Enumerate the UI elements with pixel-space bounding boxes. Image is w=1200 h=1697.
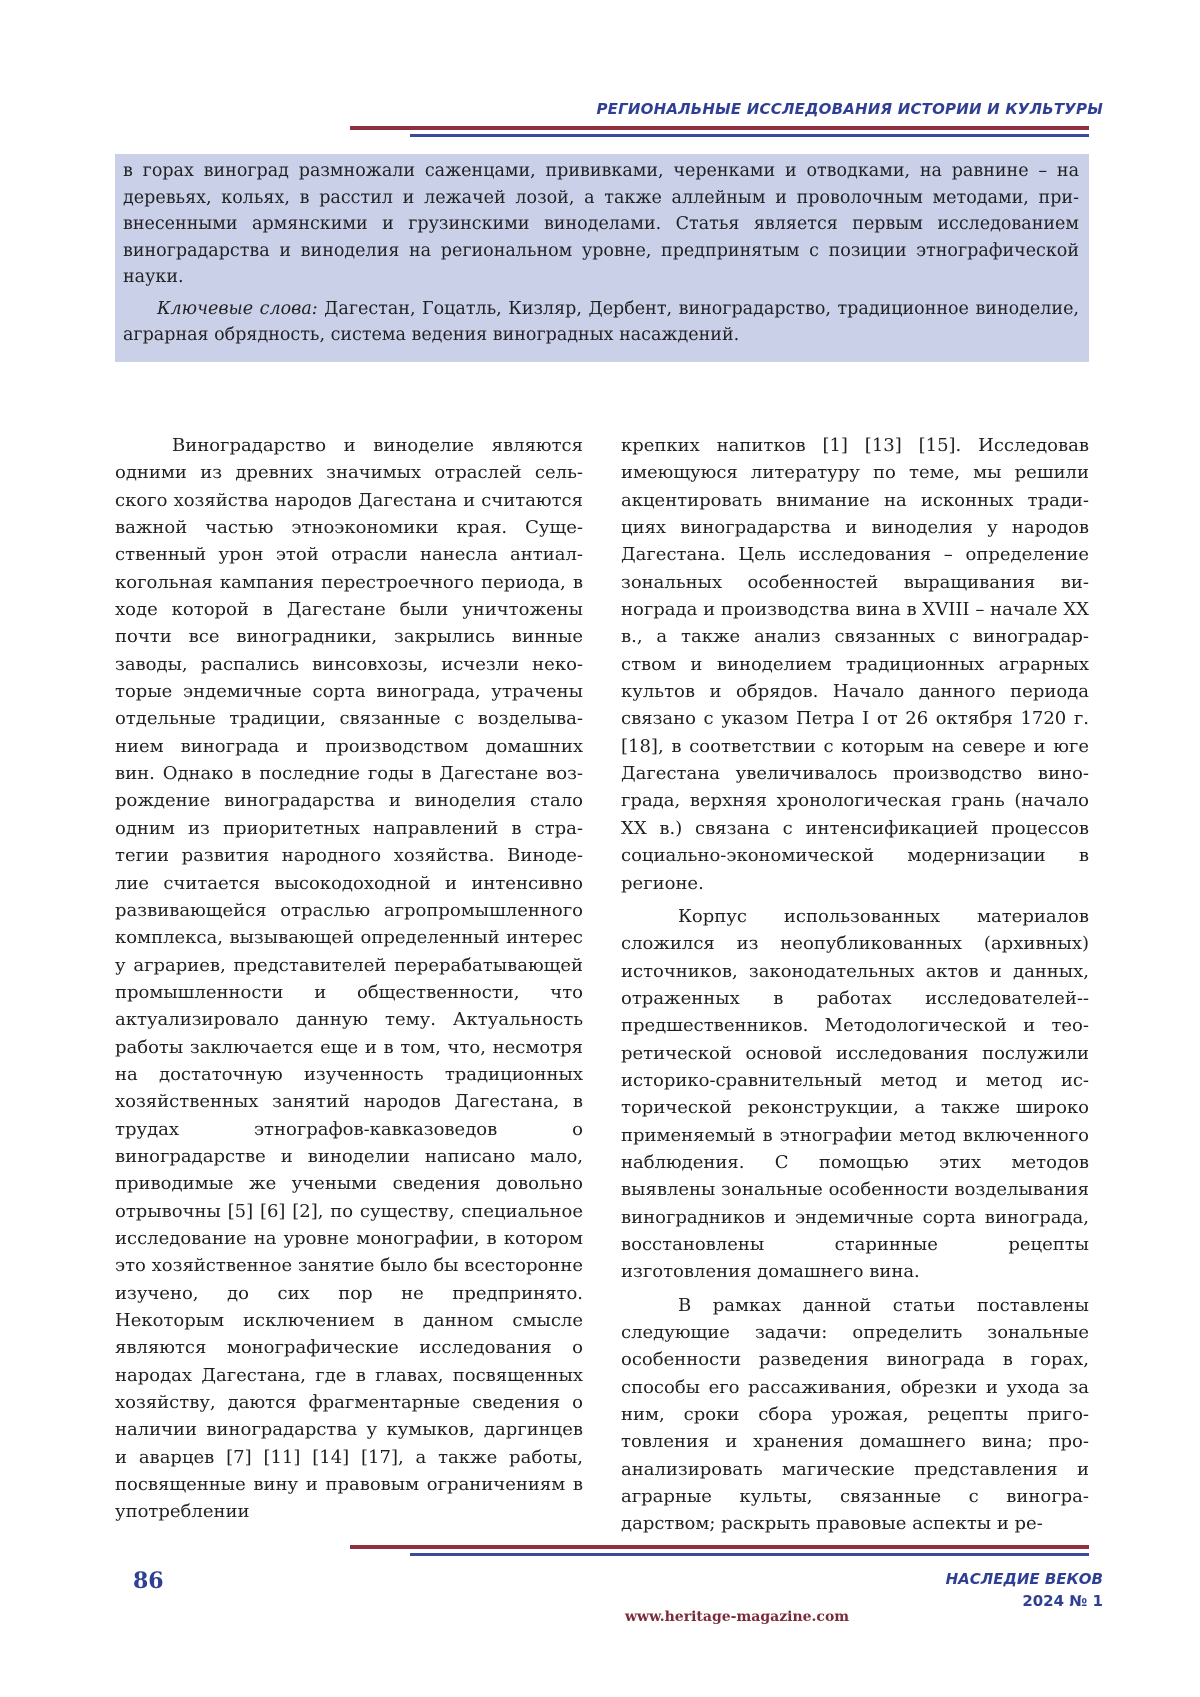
footer-rule-blue	[410, 1553, 1089, 1556]
article-body	[115, 432, 1089, 1534]
website-link[interactable]: www.heritage-magazine.com	[625, 1609, 850, 1625]
paragraph-tasks: В рамках данной статьи поставлены следующие задачи: определить зональные особенности разведения винограда в горах, способы его рассаживания, обрезки и ухода за ним, сроки сбора урожая, рецепты приготовления и хранения домашнего вина; проанализировать магические представления и аграрные культы, связанные с виноградарством; раскрыть правовые аспекты и ре-	[621, 1294, 1089, 1535]
header-rule-red	[350, 126, 1089, 130]
header-rule-blue	[410, 134, 1089, 137]
journal-issue: 2024 № 1	[1022, 1592, 1103, 1610]
keywords-list: Дагестан, Гоцатль, Кизляр, Дербент, виноградарство, традиционное виноделие, аграрная обрядность, система ведения виноградных насаждений.	[123, 298, 1079, 345]
keywords-label: Ключевые слова:	[157, 298, 318, 319]
section-title: РЕГИОНАЛЬНЫЕ ИССЛЕДОВАНИЯ ИСТОРИИ И КУЛЬТУРЫ	[596, 100, 1103, 118]
paragraph-intro-continued: крепких напитков [1] [13] [15]. Исследовав имеющуюся литературу по теме, мы решили акцентировать внимание на исконных традициях виноградарства и виноделия у народов Дагестана. Цель исследования – определение зональных особенностей выращивания винограда и производства вина в XVIII – начале XX в., а также анализ связанных с виноградарством и виноделием традиционных аграрных культов и обрядов. Начало данного периода связано с указом Петра I от 26 октября 1720 г. [18], в соответствии с которым на севере и юге Дагестана увеличивалось производство винограда, верхняя хронологическая грань (начало XX в.) связана с интенсификацией процессов социально-экономической модернизации в регионе.	[621, 435, 1089, 894]
left-column	[115, 432, 583, 1526]
journal-name: НАСЛЕДИЕ ВЕКОВ	[945, 1570, 1103, 1588]
right-column	[621, 432, 1089, 1538]
page-number: 86	[133, 1568, 164, 1594]
paragraph-materials: Корпус использованных материалов сложился из неопубликованных (архивных) источников, законодательных актов и данных, отраженных в работах исследователей-предшественников. Методологической и теоретической основой исследования послужили историко-сравнительный метод и метод исторической реконструкции, а также широко применяемый в этнографии метод включенного наблюдения. С помощью этих методов выявлены зональные особенности возделывания виноградников и эндемичные сорта винограда, восстановлены старинные рецепты изготовления домашнего вина.	[621, 905, 1089, 1283]
keywords	[123, 296, 1079, 349]
abstract-text: в горах виноград размножали саженцами, прививками, черенками и отводками, на равнине – на деревьях, кольях, в расстил и лежачей лозой, а также аллейным и проволочным методами, привнесенными армянскими и грузинскими виноделами. Статья является первым исследованием виноградарства и виноделия на региональном уровне, предпринятым с позиции этнографической науки.	[123, 161, 1079, 287]
paragraph-intro: Виноградарство и виноделие являются одними из древних значимых отраслей сельского хозяйства народов Дагестана и считаются важной частью этноэкономики края. Существенный урон этой отрасли нанесла антиалкогольная кампания перестроечного периода, в ходе которой в Дагестане были уничтожены почти все виноградники, закрылись винные заводы, распались винсовхозы, исчезли некоторые эндемичные сорта винограда, утрачены отдельные традиции, связанные с возделыванием винограда и производством домашних вин. Однако в последние годы в Дагестане возрождение виноградарства и виноделия стало одним из приоритетных направлений в стратегии развития народного хозяйства. Виноделие считается высокодоходной и интенсивно развивающейся отраслью агропромышленного комплекса, вызывающей определенный интерес у аграриев, представителей перерабатывающей промышленности и общественности, что актуализировало данную тему. Актуальность работы заключается еще и в том, что, несмотря на достаточную изученность традиционных хозяйственных занятий народов Дагестана, в трудах этнографов-кавказоведов о виноградарстве и виноделии написано мало, приводимые же учеными сведения довольно отрывочны [5] [6] [2], по существу, специальное исследование на уровне монографии, в котором это хозяйственное занятие было бы всесторонне изучено, до сих пор не предпринято. Некоторым исключением в данном смысле являются монографические исследования о народах Дагестана, где в главах, посвященных хозяйству, даются фрагментарные сведения о наличии виноградарства у кумыков, даргинцев и аварцев [7] [11] [14] [17], а также работы, посвященные вину и правовым ограничениям в употреблении	[115, 435, 583, 1523]
abstract-block	[115, 154, 1089, 362]
footer-rule-red	[350, 1545, 1089, 1549]
